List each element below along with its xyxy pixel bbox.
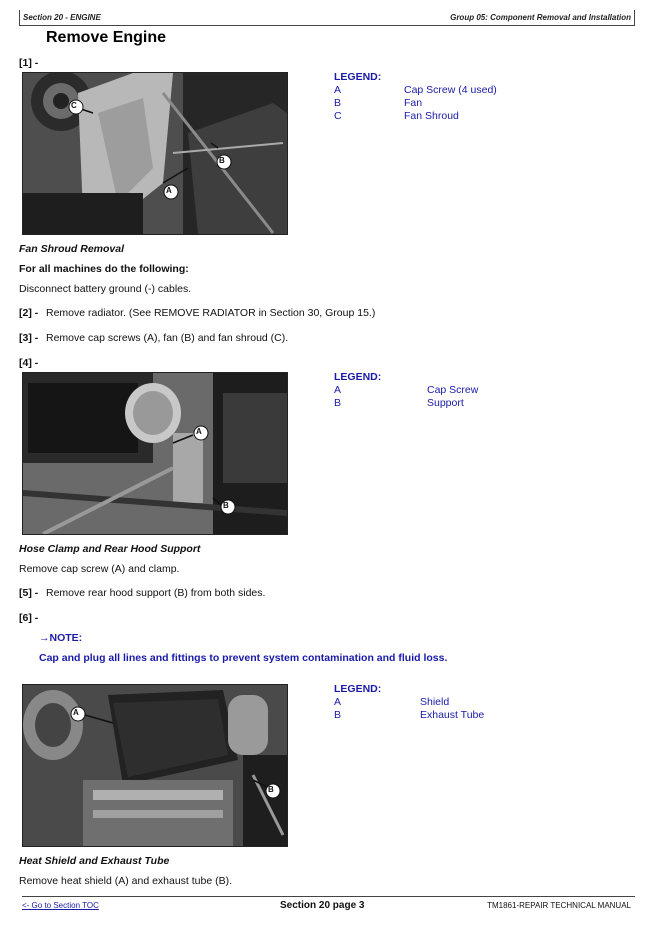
instruction-battery: Disconnect battery ground (-) cables.: [19, 283, 192, 295]
legend-3-value-a: Shield: [420, 696, 450, 708]
page-number: Section 20 page 3: [280, 900, 365, 911]
legend-3-key-a: A: [334, 696, 342, 708]
step-6-label: [6] -: [19, 612, 39, 624]
caption-fan-shroud: Fan Shroud Removal: [19, 243, 125, 255]
caption-hose-clamp: Hose Clamp and Rear Hood Support: [19, 543, 201, 555]
legend-2-title: LEGEND:: [334, 371, 382, 383]
header-section: Section 20 - ENGINE: [23, 13, 101, 22]
step-1-label: [1] -: [19, 57, 39, 69]
legend-2-value-b: Support: [427, 397, 464, 409]
legend-1-key-a: A: [334, 84, 342, 96]
note-title: →NOTE:: [39, 632, 83, 644]
legend-1-key-c: C: [334, 110, 342, 122]
legend-2-key-a: A: [334, 384, 342, 396]
legend-1-value-a: Cap Screw (4 used): [404, 84, 497, 96]
heat-shield-photo: [22, 684, 288, 847]
step-3-label: [3] -: [19, 332, 39, 344]
hose-clamp-photo: [22, 372, 288, 535]
subhead-all-machines: For all machines do the following:: [19, 263, 189, 275]
go-to-section-toc-link[interactable]: <- Go to Section TOC: [22, 901, 99, 910]
callout-c: C: [71, 101, 77, 110]
instruction-cap-screw: Remove cap screw (A) and clamp.: [19, 563, 180, 575]
step-4-label: [4] -: [19, 357, 39, 369]
caption-heat-shield: Heat Shield and Exhaust Tube: [19, 855, 170, 867]
step-5-text: Remove rear hood support (B) from both sides.: [46, 587, 266, 599]
callout-a: A: [166, 186, 172, 195]
callout-b: B: [223, 501, 229, 510]
legend-2-value-a: Cap Screw: [427, 384, 479, 396]
legend-3-value-b: Exhaust Tube: [420, 709, 485, 721]
callout-b: B: [219, 156, 225, 165]
legend-3-title: LEGEND:: [334, 683, 382, 695]
callout-a: A: [73, 708, 79, 717]
fan-shroud-photo: [22, 72, 288, 235]
step-3-text: Remove cap screws (A), fan (B) and fan shroud (C).: [46, 332, 289, 344]
legend-1-key-b: B: [334, 97, 342, 109]
legend-1-value-c: Fan Shroud: [404, 110, 459, 122]
legend-1-title: LEGEND:: [334, 71, 382, 83]
step-2-text: Remove radiator. (See REMOVE RADIATOR in Section 30, Group 15.): [46, 307, 376, 319]
footer-divider: [22, 896, 635, 897]
callout-b: B: [268, 785, 274, 794]
legend-2-key-b: B: [334, 397, 342, 409]
header-group: Group 05: Component Removal and Installation: [450, 13, 631, 22]
header-divider: [19, 25, 635, 26]
header-tick-right: [634, 10, 635, 26]
callout-a: A: [196, 427, 202, 436]
manual-id: TM1861-REPAIR TECHNICAL MANUAL: [487, 901, 631, 910]
note-text: Cap and plug all lines and fittings to prevent system contamination and fluid loss.: [39, 652, 448, 664]
page-title: Remove Engine: [46, 29, 167, 46]
step-2-label: [2] -: [19, 307, 39, 319]
instruction-heat-shield: Remove heat shield (A) and exhaust tube (B).: [19, 875, 233, 887]
legend-1-value-b: Fan: [404, 97, 423, 109]
legend-3-key-b: B: [334, 709, 342, 721]
step-5-label: [5] -: [19, 587, 39, 599]
header-tick-left: [19, 10, 20, 26]
